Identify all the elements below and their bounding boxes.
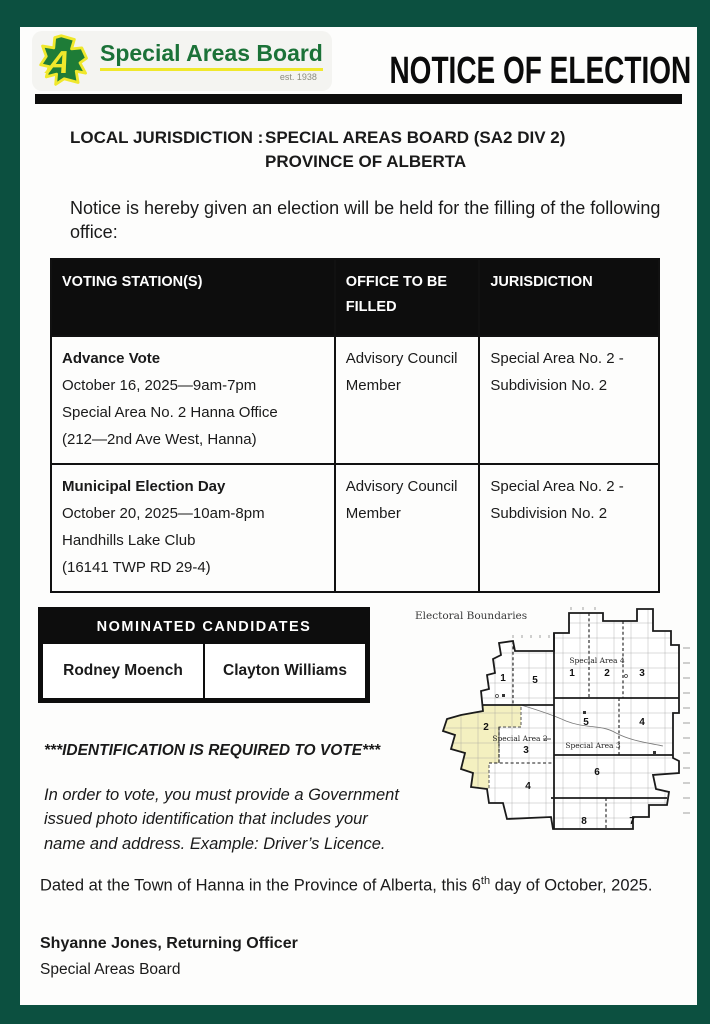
map-label-special-area-2: Special Area 2 xyxy=(492,734,548,744)
election-day-jurisdiction-cell: Special Area No. 2 - Subdivision No. 2 xyxy=(479,464,659,592)
map-image xyxy=(401,593,695,839)
svg-text:2: 2 xyxy=(604,668,610,680)
dated-statement xyxy=(40,873,695,899)
column-header-jurisdiction: JURISDICTION xyxy=(479,259,659,336)
nominated-candidates-table xyxy=(38,607,370,703)
station-title: Municipal Election Day xyxy=(62,478,226,496)
election-day-office-cell: Advisory Council Member xyxy=(335,464,480,592)
dated-text-cont: day of October, 2025. xyxy=(490,876,653,895)
dated-text: Dated at the Town of Hanna in the Province of Alberta, this 6 xyxy=(40,876,481,895)
svg-text:4: 4 xyxy=(639,717,645,729)
advance-vote-station-cell xyxy=(51,336,335,464)
station-date: October 20, 2025—10am-8pm xyxy=(62,505,265,523)
identification-heading: ***IDENTIFICATION IS REQUIRED TO VOTE*** xyxy=(44,742,381,760)
station-title: Advance Vote xyxy=(62,350,161,368)
svg-text:2: 2 xyxy=(483,722,489,734)
svg-text:1: 1 xyxy=(500,673,506,685)
svg-text:3: 3 xyxy=(639,668,645,680)
organization-name: Special Areas Board xyxy=(40,961,181,978)
voting-table-header-row xyxy=(51,259,659,336)
logo-text-block xyxy=(100,40,323,82)
column-header-office: OFFICE TO BE FILLED xyxy=(335,259,480,336)
jurisdiction-value xyxy=(265,126,565,174)
map-title: Electoral Boundaries xyxy=(415,610,528,623)
electoral-boundaries-map xyxy=(401,593,695,839)
jurisdiction-label: LOCAL JURISDICTION : xyxy=(70,128,264,147)
map-label-special-area-4: Special Area 4 xyxy=(569,656,625,666)
logo-established-year: est. 1938 xyxy=(279,72,317,82)
svg-text:5: 5 xyxy=(532,675,538,687)
station-place: Special Area No. 2 Hanna Office xyxy=(62,404,278,422)
document-page xyxy=(20,27,697,1005)
table-row-advance-vote xyxy=(51,336,659,464)
station-place: Handhills Lake Club xyxy=(62,532,196,550)
logo-name: Special Areas Board xyxy=(100,40,323,71)
map-label-special-area-3: Special Area 3 xyxy=(565,741,621,751)
svg-text:A: A xyxy=(43,44,75,81)
station-address: (16141 TWP RD 29-4) xyxy=(62,559,211,577)
jurisdiction-value-line1: SPECIAL AREAS BOARD (SA2 DIV 2) xyxy=(265,128,566,147)
voting-stations-table xyxy=(50,258,660,593)
svg-text:7: 7 xyxy=(629,816,635,828)
station-date: October 16, 2025—9am-7pm xyxy=(62,377,257,395)
svg-text:4: 4 xyxy=(525,781,531,793)
svg-text:8: 8 xyxy=(581,816,587,828)
special-areas-board-logo xyxy=(32,31,332,91)
header-divider-bar xyxy=(35,94,682,104)
candidates-header: NOMINATED CANDIDATES xyxy=(41,610,368,644)
notice-intro-text: Notice is hereby given an election will be held for the filling of the following office: xyxy=(70,197,661,242)
province-shape-logo-icon xyxy=(34,32,96,90)
candidate-name-2: Clayton Williams xyxy=(204,643,368,701)
candidates-row xyxy=(41,643,368,701)
advance-vote-jurisdiction-cell: Special Area No. 2 - Subdivision No. 2 xyxy=(479,336,659,464)
svg-text:5: 5 xyxy=(583,717,589,729)
document-header xyxy=(20,27,697,93)
candidate-name-1: Rodney Moench xyxy=(41,643,205,701)
identification-body: In order to vote, you must provide a Government issued photo identification that includes your name and address. Example: Driver’s Licence. xyxy=(44,785,399,854)
left-column xyxy=(38,607,406,857)
svg-text:6: 6 xyxy=(594,767,600,779)
returning-officer-name: Shyanne Jones, Returning Officer xyxy=(40,935,298,952)
station-address: (212—2nd Ave West, Hanna) xyxy=(62,431,257,449)
svg-text:3: 3 xyxy=(523,745,529,757)
jurisdiction-value-line2: PROVINCE OF ALBERTA xyxy=(265,151,467,171)
advance-vote-office-cell: Advisory Council Member xyxy=(335,336,480,464)
jurisdiction-section xyxy=(70,126,697,174)
dated-superscript: th xyxy=(480,875,491,887)
svg-text:1: 1 xyxy=(569,668,575,680)
column-header-voting-stations: VOTING STATION(S) xyxy=(51,259,335,336)
page-title: NOTICE OF ELECTION xyxy=(389,49,691,92)
election-day-station-cell xyxy=(51,464,335,592)
table-row-election-day xyxy=(51,464,659,592)
